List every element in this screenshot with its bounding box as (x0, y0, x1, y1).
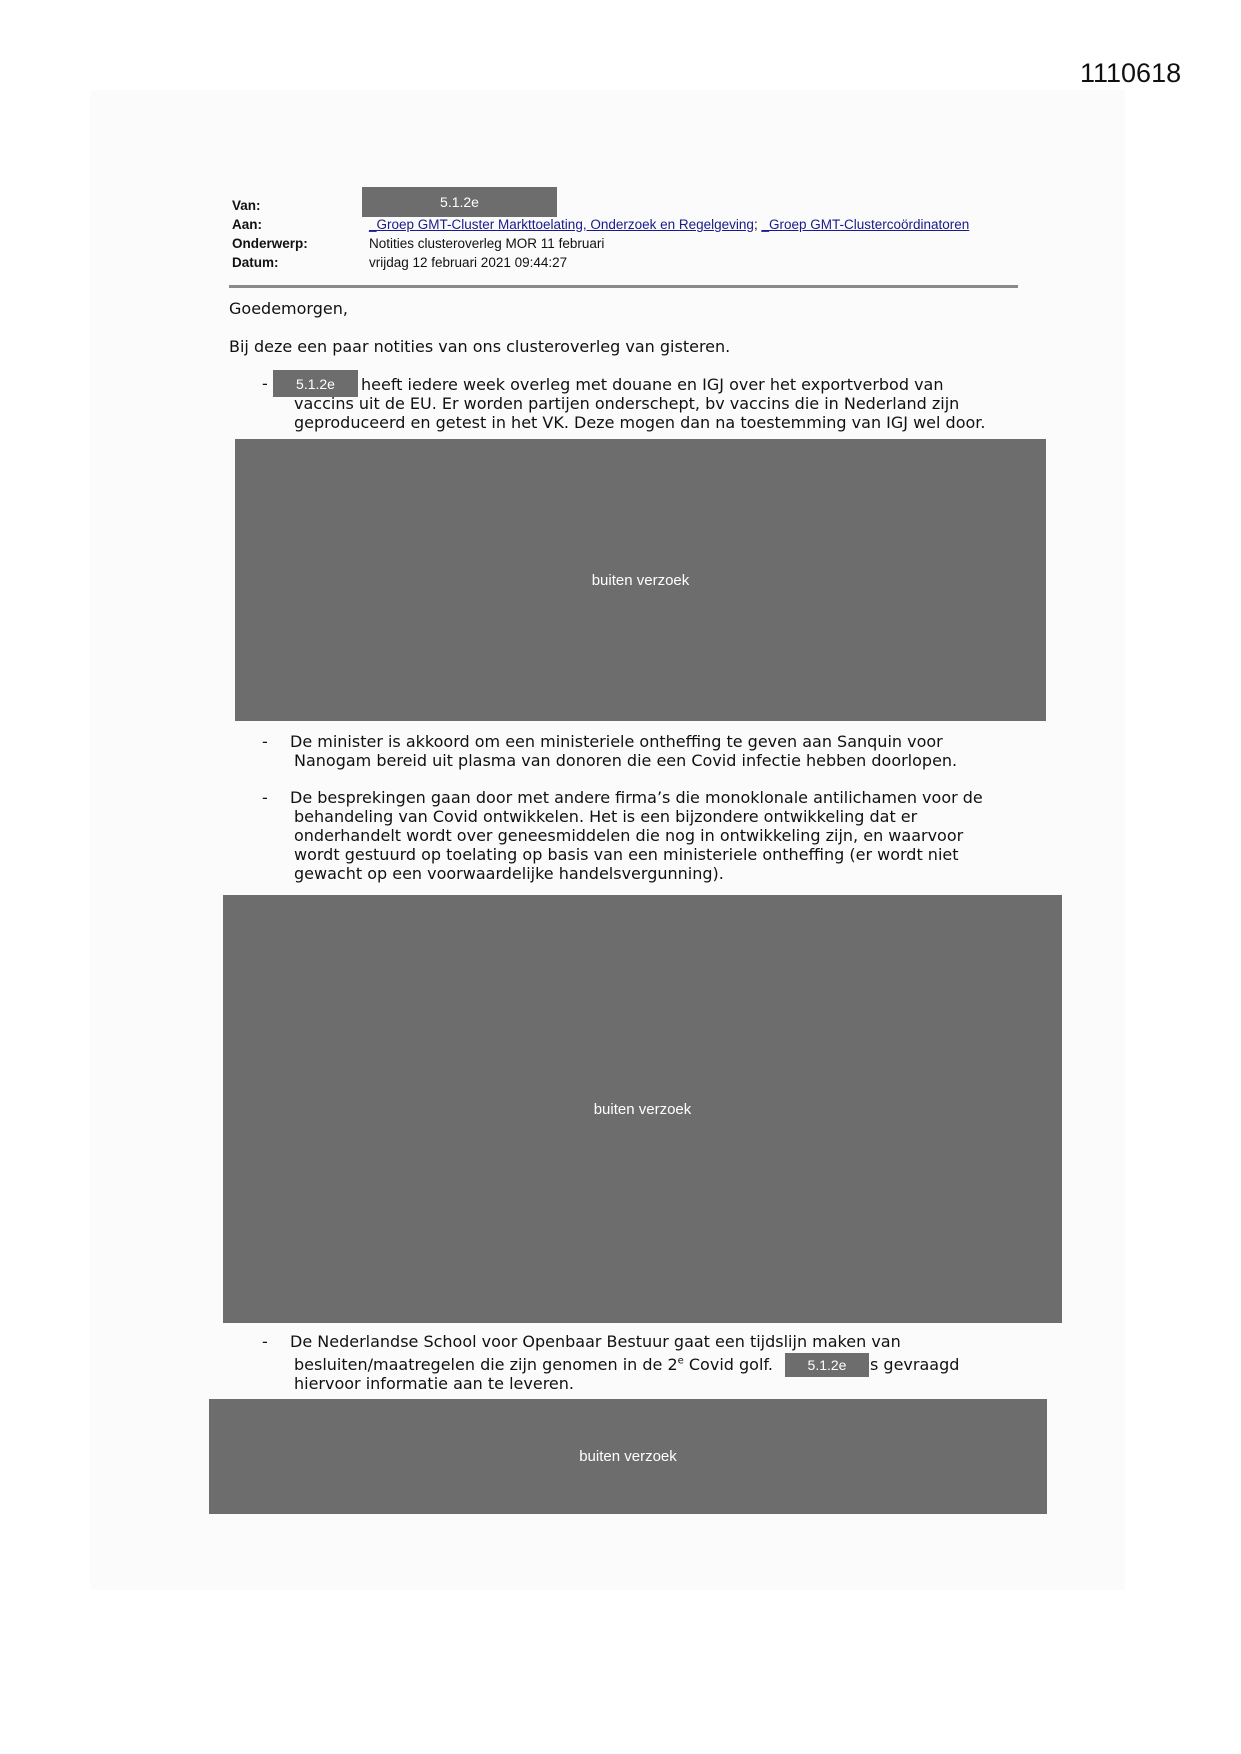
subject-value: Notities clusteroverleg MOR 11 februari (369, 236, 605, 251)
header-divider (229, 285, 1018, 288)
item1-redaction: 5.1.2e (273, 370, 358, 397)
bullet-marker: - (262, 374, 268, 393)
item4-redaction: 5.1.2e (785, 1353, 869, 1377)
item3-text (294, 807, 963, 883)
item3-line4: wordt gestuurd op toelating op basis van een ministeriele ontheffing (er wordt niet (294, 845, 959, 864)
document-number: 1110618 (1080, 58, 1182, 88)
intro-text: Bij deze een paar notities van ons clusteroverleg van gisteren. (229, 337, 731, 356)
recipient-link-1[interactable]: _Groep GMT-Cluster Markttoelating, Onderzoek en Regelgeving (369, 217, 754, 232)
to-recipients (369, 217, 969, 232)
from-label: Van: (232, 198, 261, 213)
redaction-block-2: buiten verzoek (223, 895, 1062, 1323)
item4-line2 (294, 1355, 773, 1374)
item3-line1: De besprekingen gaan door met andere firma’s die monoklonale antilichamen voor de (290, 788, 983, 807)
date-label: Datum: (232, 255, 279, 270)
item4-line3: hiervoor informatie aan te leveren. (294, 1374, 574, 1393)
from-redaction: 5.1.2e (362, 187, 557, 217)
item3-line3: onderhandelt wordt over geneesmiddelen die nog in ontwikkeling zijn, en waarvoor (294, 826, 964, 845)
item3-line2: behandeling van Covid ontwikkelen. Het is een bijzondere ontwikkeling dat er (294, 807, 918, 826)
item1-line3: geproduceerd en getest in het VK. Deze mogen dan na toestemming van IGJ wel door. (294, 413, 986, 432)
item4-line2-mid: Covid golf. (683, 1355, 773, 1374)
recipient-link-2[interactable]: _Groep GMT-Clustercoördinatoren (761, 217, 970, 232)
item2-line1: De minister is akkoord om een ministeriele ontheffing te geven aan Sanquin voor (290, 732, 943, 751)
greeting: Goedemorgen, (229, 299, 348, 318)
bullet-marker: - (262, 788, 268, 807)
recipient-separator: ; (753, 217, 758, 232)
item1-line2: vaccins uit de EU. Er worden partijen onderschept, bv vaccins die in Nederland zijn (294, 394, 960, 413)
item1-text (294, 394, 985, 432)
item4-line2-start: besluiten/maatregelen die zijn genomen in de 2 (294, 1355, 678, 1374)
item4-line2-end: s gevraagd (870, 1355, 960, 1374)
item2-line2: Nanogam bereid uit plasma van donoren die een Covid infectie hebben doorlopen. (294, 751, 958, 770)
ordinal-superscript: e (677, 1355, 684, 1367)
subject-label: Onderwerp: (232, 236, 308, 251)
item1-line1: heeft iedere week overleg met douane en IGJ over het exportverbod van (361, 375, 944, 394)
to-label: Aan: (232, 217, 262, 232)
bullet-marker: - (262, 1332, 268, 1351)
item4-line1: De Nederlandse School voor Openbaar Bestuur gaat een tijdslijn maken van (290, 1332, 901, 1351)
redaction-block-1: buiten verzoek (235, 439, 1046, 721)
redaction-block-3: buiten verzoek (209, 1399, 1047, 1514)
date-value: vrijdag 12 februari 2021 09:44:27 (369, 255, 568, 270)
item3-line5: gewacht op een voorwaardelijke handelsvergunning). (294, 864, 724, 883)
bullet-marker: - (262, 732, 268, 751)
